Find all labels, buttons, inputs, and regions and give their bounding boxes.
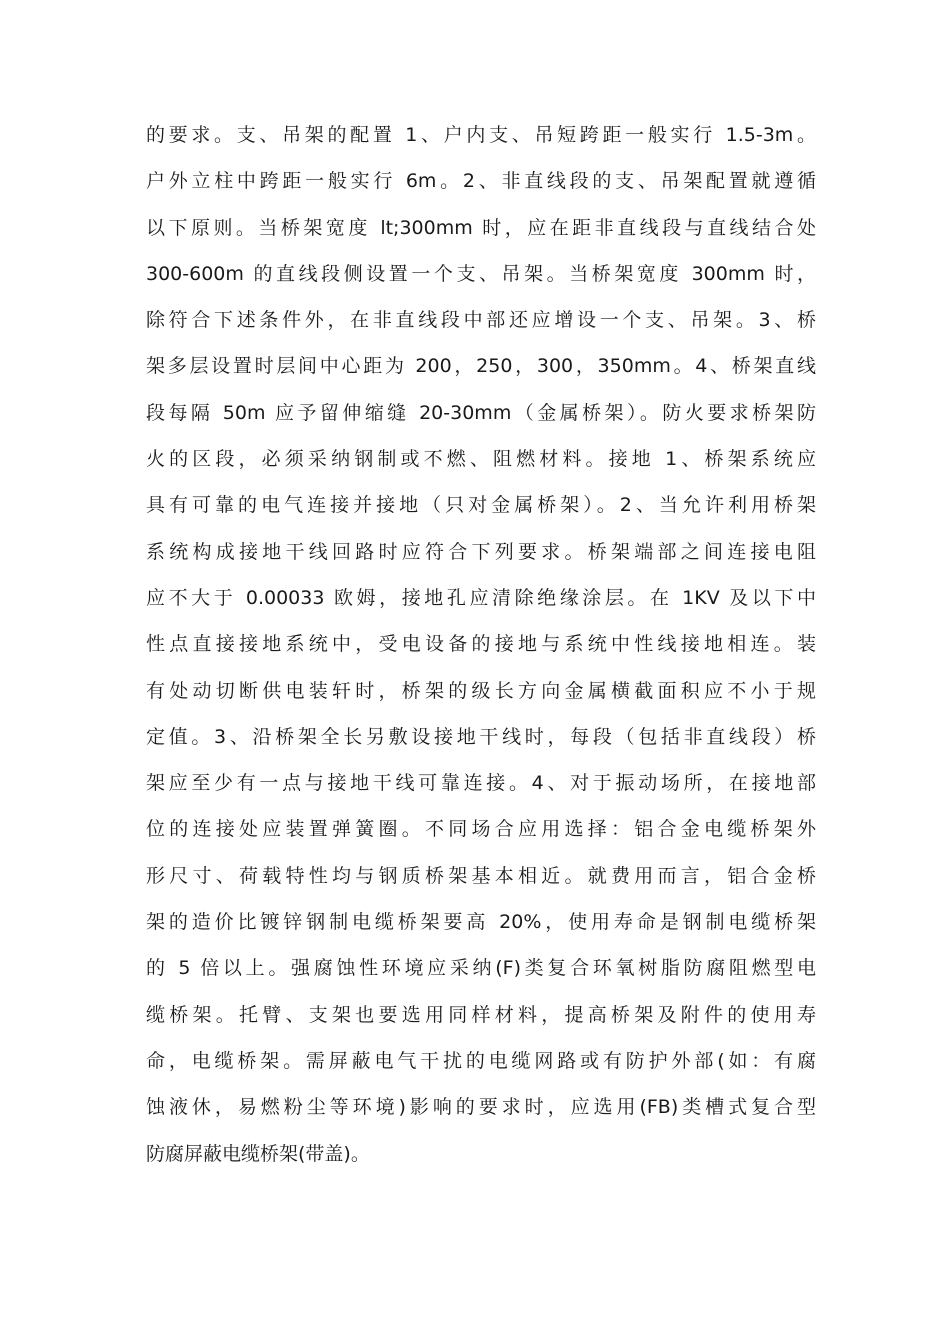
text-line: 性点直接接地系统中，受电设备的接地与系统中性线接地相连。装 — [146, 633, 816, 656]
text-line: 防腐屏蔽电缆桥架(带盖)。 — [146, 1142, 370, 1165]
text-line: 除符合下述条件外，在非直线段中部还应增设一个支、吊架。3、桥 — [146, 309, 816, 332]
text-line: 位的连接处应装置弹簧圈。不同场合应用选择：铝合金电缆桥架外 — [146, 818, 816, 841]
text-line: 300-600m 的直线段侧设置一个支、吊架。当桥架宽度 300mm 时， — [146, 262, 816, 285]
text-line: 命，电缆桥架。需屏蔽电气干扰的电缆网路或有防护外部(如：有腐 — [146, 1049, 816, 1072]
text-line: 有处动切断供电装轩时，桥架的级长方向金属横截面积应不小于规 — [146, 679, 816, 702]
text-line: 应不大于 0.00033 欧姆，接地孔应清除绝缘涂层。在 1KV 及以下中 — [146, 586, 816, 609]
text-line: 段每隔 50m 应予留伸缩缝 20-30mm（金属桥架）。防火要求桥架防 — [146, 401, 816, 424]
text-line: 户外立柱中跨距一般实行 6m。2、非直线段的支、吊架配置就遵循 — [146, 170, 816, 193]
text-line: 以下原则。当桥架宽度 lt;300mm 时，应在距非直线段与直线结合处 — [146, 216, 816, 239]
text-line: 具有可靠的电气连接并接地（只对金属桥架）。2、当允许利用桥架 — [146, 494, 816, 517]
text-line: 定值。3、沿桥架全长另敷设接地干线时，每段（包括非直线段）桥 — [146, 725, 816, 748]
text-line: 架的造价比镀锌钢制电缆桥架要高 20%，使用寿命是钢制电缆桥架 — [146, 911, 816, 934]
text-line: 缆桥架。托臂、支架也要选用同样材料，提高桥架及附件的使用寿 — [146, 1003, 816, 1026]
text-line: 火的区段，必须采纳钢制或不燃、阻燃材料。接地 1、桥架系统应 — [146, 448, 816, 471]
text-line: 蚀液休，易燃粉尘等环境)影响的要求时，应选用(FB)类槽式复合型 — [146, 1096, 816, 1119]
text-line: 系统构成接地干线回路时应符合下列要求。桥架端部之间连接电阻 — [146, 540, 816, 563]
text-line: 形尺寸、荷载特性均与钢质桥架基本相近。就费用而言，铝合金桥 — [146, 864, 816, 887]
text-line: 的 5 倍以上。强腐蚀性环境应采纳(F)类复合环氧树脂防腐阻燃型电 — [146, 957, 816, 980]
text-line: 架多层设置时层间中心距为 200，250，300，350mm。4、桥架直线 — [146, 355, 816, 378]
text-line: 的要求。支、吊架的配置 1、户内支、吊短跨距一般实行 1.5-3m。 — [146, 124, 816, 146]
body-paragraph — [146, 112, 816, 1177]
text-line: 架应至少有一点与接地干线可靠连接。4、对于振动场所，在接地部 — [146, 772, 816, 795]
